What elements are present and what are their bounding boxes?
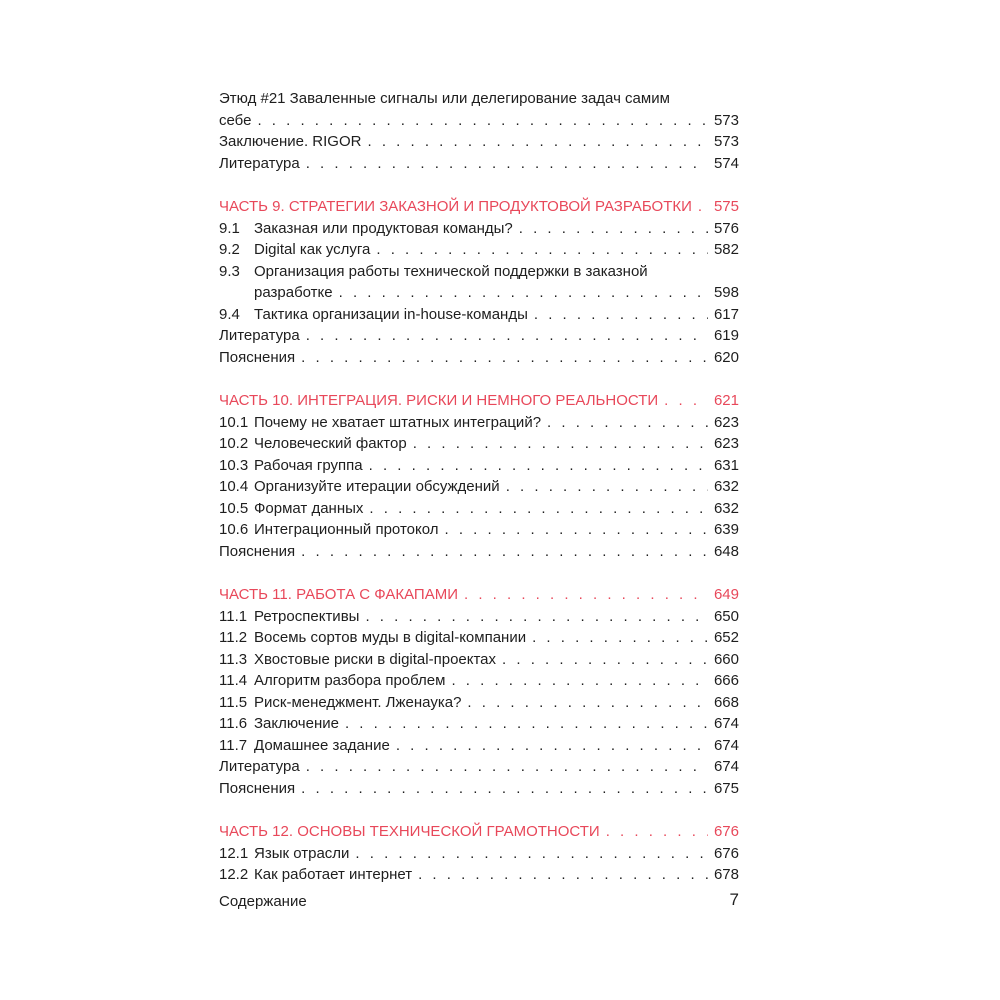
entry-page: 631 [713,456,739,474]
dot-leader [698,196,708,218]
dot-leader [301,347,708,369]
dot-leader [418,864,708,886]
entry-page: 676 [713,844,739,862]
entry-number: 11.3 [219,650,248,668]
entry-title: Заказная или продуктовая команды? [254,219,513,237]
part-title: ЧАСТЬ 12. ОСНОВЫ ТЕХНИЧЕСКОЙ ГРАМОТНОСТИ [219,823,600,840]
dot-leader [369,498,708,520]
toc-entry[interactable] [219,649,739,671]
entry-title: Риск-менеджмент. Лженаука? [254,693,462,711]
toc-entry[interactable] [219,670,739,692]
toc-entry[interactable] [219,455,739,477]
toc-part-11-heading[interactable] [219,584,739,606]
entry-page: 660 [713,650,739,668]
entry-number: 10.2 [219,435,249,452]
entry-title: Тактика организации in-house-команды [254,305,528,323]
entry-page: 639 [713,521,739,538]
toc-entry-literature[interactable] [219,325,739,347]
entry-title: Алгоритм разбора проблем [254,672,446,689]
entry-page: 648 [713,542,739,560]
entry-title: Digital как услуга [254,241,371,258]
entry-title: Ретроспективы [254,607,360,625]
entry-page: 675 [713,779,739,797]
dot-leader [534,304,708,326]
toc-entry-etude-21[interactable] [219,110,739,132]
toc-entry-notes[interactable] [219,778,739,800]
dot-leader [519,218,708,240]
toc-entry-literature[interactable] [219,756,739,778]
entry-title: Формат данных [254,499,364,517]
dot-leader [467,692,708,714]
toc-part-9-heading[interactable] [219,196,739,218]
toc-entry-conclusion-rigor[interactable] [219,131,739,153]
entry-title: Литература [219,758,300,775]
entry-number: 12.2 [219,866,249,883]
entry-page: 574 [713,154,739,172]
dot-leader [345,713,708,735]
dot-leader [396,735,708,757]
toc-entry[interactable] [219,218,739,240]
part-title: ЧАСТЬ 11. РАБОТА С ФАКАПАМИ [219,586,458,603]
part-title: ЧАСТЬ 9. СТРАТЕГИИ ЗАКАЗНОЙ И ПРОДУКТОВОЙ РАЗРАБОТКИ [219,198,692,215]
entry-title: Восемь сортов муды в digital-компании [254,629,527,646]
entry-page: 678 [713,866,739,883]
toc-entry-line1[interactable] [219,261,739,283]
entry-title: Как работает интернет [254,866,413,883]
entry-title: Человеческий фактор [254,435,407,452]
dot-leader [306,756,708,778]
toc-entry-notes[interactable] [219,347,739,369]
toc-entry[interactable] [219,735,739,757]
dot-leader [547,412,708,434]
toc-entry-etude-21-line1[interactable] [219,88,739,110]
entry-page: 674 [713,736,739,754]
part-title: ЧАСТЬ 10. ИНТЕГРАЦИЯ. РИСКИ И НЕМНОГО РЕАЛЬНОСТИ [219,392,659,409]
entry-title: Организуйте итерации обсуждений [254,478,500,495]
dot-leader [664,390,708,412]
entry-title: Интеграционный протокол [254,521,439,538]
dot-leader [301,778,708,800]
page-number: 7 [729,890,739,909]
entry-title: Пояснения [219,779,296,797]
dot-leader [413,433,708,455]
dot-leader [369,455,708,477]
entry-number: 10.5 [219,499,249,517]
toc-entry[interactable] [219,239,739,261]
dot-leader [257,110,708,132]
entry-title: Этюд #21 Заваленные сигналы или делегирование задач самим [219,90,670,107]
entry-page: 598 [713,284,739,301]
toc-entry[interactable] [219,713,739,735]
dot-leader [306,153,708,175]
entry-number: 11.6 [219,715,248,732]
entry-title: Пояснения [219,542,296,560]
entry-page: 652 [713,629,739,646]
dot-leader [451,670,708,692]
dot-leader [365,606,708,628]
entry-title: Хвостовые риски в digital-проектах [254,650,497,668]
entry-number: 9.2 [219,241,240,258]
table-of-contents [219,88,739,886]
toc-entry[interactable] [219,692,739,714]
entry-number: 11.7 [219,736,248,754]
dot-leader [532,627,708,649]
dot-leader [445,519,708,541]
entry-number: 10.3 [219,456,249,474]
toc-entry-notes[interactable] [219,541,739,563]
toc-entry[interactable] [219,433,739,455]
entry-page: 666 [713,672,739,689]
toc-part-10-heading[interactable] [219,390,739,412]
entry-number: 9.1 [219,219,240,237]
entry-title: разработке [254,284,333,301]
part-page: 676 [713,823,739,840]
entry-title: Рабочая группа [254,456,363,474]
toc-entry[interactable] [219,282,739,304]
dot-leader [339,282,708,304]
entry-title: Домашнее задание [254,736,390,754]
dot-leader [376,239,708,261]
entry-page: 619 [713,327,739,344]
toc-entry[interactable] [219,843,739,865]
entry-title: Литература [219,327,300,344]
toc-entry[interactable] [219,412,739,434]
toc-entry[interactable] [219,606,739,628]
toc-entry[interactable] [219,476,739,498]
entry-number: 10.4 [219,478,249,495]
part-page: 649 [713,586,739,603]
entry-page: 623 [713,413,739,431]
entry-title: Организация работы технической поддержки в заказной [254,262,648,280]
toc-entry-literature[interactable] [219,153,739,175]
entry-page: 617 [713,305,739,323]
entry-title: Почему не хватает штатных интеграций? [254,413,542,431]
dot-leader [306,325,708,347]
entry-page: 650 [713,607,739,625]
entry-page: 674 [713,758,739,775]
entry-title: Заключение [254,715,339,732]
dot-leader [464,584,708,606]
toc-entry[interactable] [219,627,739,649]
dot-leader [502,649,708,671]
entry-page: 632 [713,478,739,495]
dot-leader [506,476,708,498]
entry-title: Пояснения [219,348,296,366]
toc-entry[interactable] [219,864,739,886]
entry-title: Язык отрасли [254,844,350,862]
entry-title: Заключение. RIGOR [219,133,362,150]
entry-page: 576 [713,219,739,237]
entry-number: 9.4 [219,305,240,323]
entry-number: 11.4 [219,672,248,689]
toc-entry[interactable] [219,304,739,326]
entry-number: 11.1 [219,607,248,625]
toc-entry[interactable] [219,498,739,520]
entry-number: 11.2 [219,629,248,646]
entry-page: 582 [713,241,739,258]
entry-page: 573 [713,111,739,129]
dot-leader [367,131,707,153]
entry-number: 10.6 [219,521,249,538]
part-page: 621 [713,392,739,409]
entry-page: 573 [713,133,739,150]
toc-part-12-heading[interactable] [219,821,739,843]
entry-number: 12.1 [219,844,249,862]
dot-leader [301,541,708,563]
entry-number: 9.3 [219,262,240,280]
entry-number: 11.5 [219,693,248,711]
entry-page: 620 [713,348,739,366]
entry-page: 623 [713,435,739,452]
entry-title: Литература [219,154,300,172]
entry-page: 668 [713,693,739,711]
toc-entry[interactable] [219,519,739,541]
dot-leader [355,843,708,865]
entry-number: 10.1 [219,413,249,431]
entry-title: себе [219,111,252,129]
entry-page: 674 [713,715,739,732]
entry-page: 632 [713,499,739,517]
part-page: 575 [713,198,739,215]
dot-leader [606,821,708,843]
running-footer-section: Содержание [219,893,307,910]
